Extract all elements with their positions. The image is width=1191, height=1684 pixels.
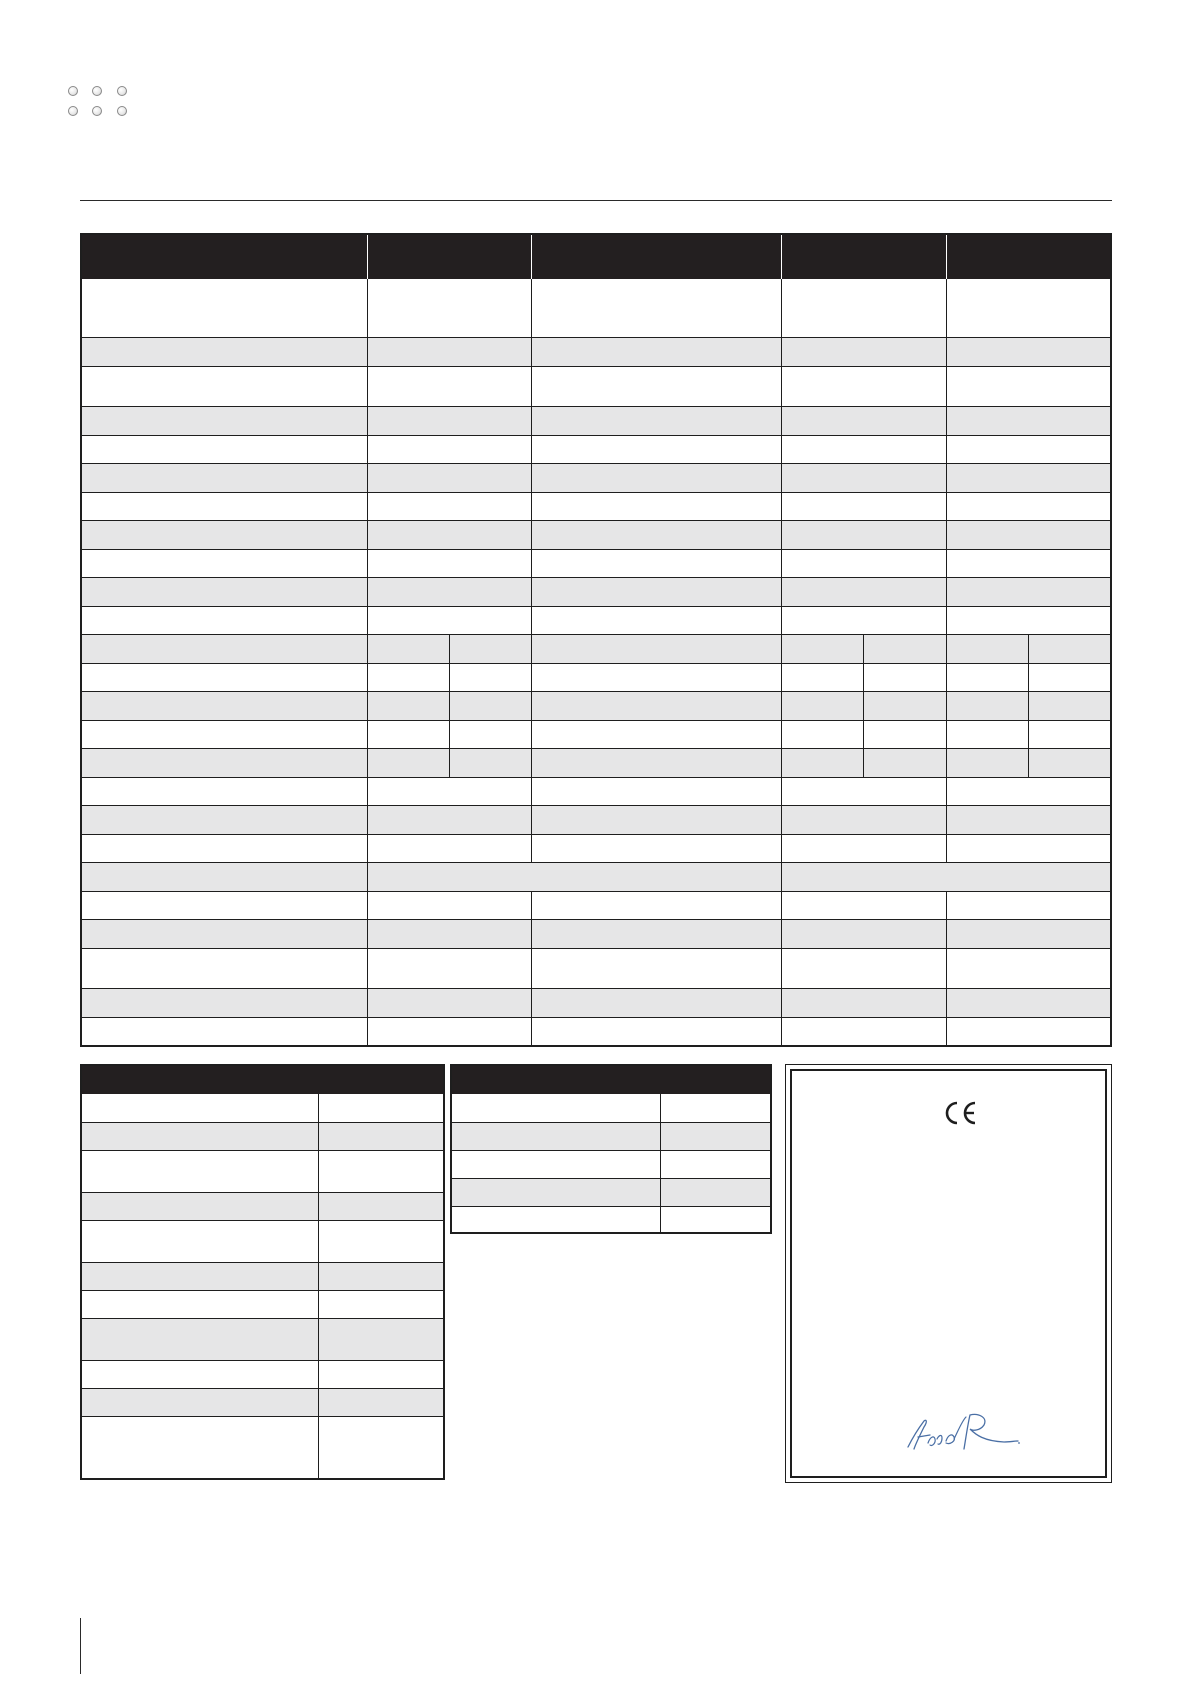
table-row bbox=[82, 1416, 443, 1478]
ce-declaration-panel bbox=[785, 1064, 1112, 1483]
main-spec-table bbox=[80, 233, 1112, 1047]
table-row bbox=[452, 1122, 770, 1150]
table-row bbox=[82, 777, 1110, 805]
table-row bbox=[82, 919, 1110, 948]
table-row bbox=[82, 1017, 1110, 1045]
table-row bbox=[82, 748, 1110, 777]
table-row bbox=[82, 1262, 443, 1290]
table-row bbox=[82, 720, 1110, 748]
table-row bbox=[82, 406, 1110, 435]
table-row bbox=[82, 606, 1110, 634]
table-row bbox=[82, 492, 1110, 520]
table-row bbox=[82, 435, 1110, 463]
table-row bbox=[82, 862, 1110, 891]
table-row bbox=[82, 691, 1110, 720]
middle-spec-table bbox=[450, 1064, 772, 1234]
table-row bbox=[82, 834, 1110, 862]
table-row bbox=[82, 634, 1110, 663]
table-row bbox=[82, 279, 1110, 337]
table-row bbox=[82, 549, 1110, 577]
table-row bbox=[82, 1388, 443, 1416]
table-row bbox=[82, 1290, 443, 1318]
table-row bbox=[82, 1150, 443, 1192]
table-row bbox=[82, 1220, 443, 1262]
table-row bbox=[82, 520, 1110, 549]
ce-mark-icon bbox=[940, 1099, 980, 1127]
table-row bbox=[82, 463, 1110, 492]
left-spec-table bbox=[80, 1064, 445, 1480]
middle-table-header bbox=[452, 1066, 770, 1094]
table-row bbox=[82, 1192, 443, 1220]
left-table-header bbox=[82, 1066, 443, 1094]
table-row bbox=[452, 1206, 770, 1232]
table-row bbox=[82, 1122, 443, 1150]
table-row bbox=[82, 663, 1110, 691]
ce-declaration-frame bbox=[790, 1069, 1107, 1478]
table-row bbox=[82, 948, 1110, 988]
dots-logo-icon bbox=[68, 86, 132, 120]
main-table-header bbox=[82, 235, 1110, 279]
table-row bbox=[82, 891, 1110, 919]
table-row bbox=[452, 1094, 770, 1122]
table-row bbox=[82, 577, 1110, 606]
table-row bbox=[82, 1360, 443, 1388]
table-row bbox=[82, 366, 1110, 406]
table-row bbox=[452, 1178, 770, 1206]
table-row bbox=[82, 805, 1110, 834]
table-row bbox=[82, 1318, 443, 1360]
table-row bbox=[82, 1094, 443, 1122]
table-row bbox=[452, 1150, 770, 1178]
table-row bbox=[82, 988, 1110, 1017]
title-divider bbox=[80, 200, 1112, 201]
signature-icon bbox=[904, 1409, 1022, 1455]
page-margin-rule bbox=[80, 1618, 81, 1674]
table-row bbox=[82, 337, 1110, 366]
